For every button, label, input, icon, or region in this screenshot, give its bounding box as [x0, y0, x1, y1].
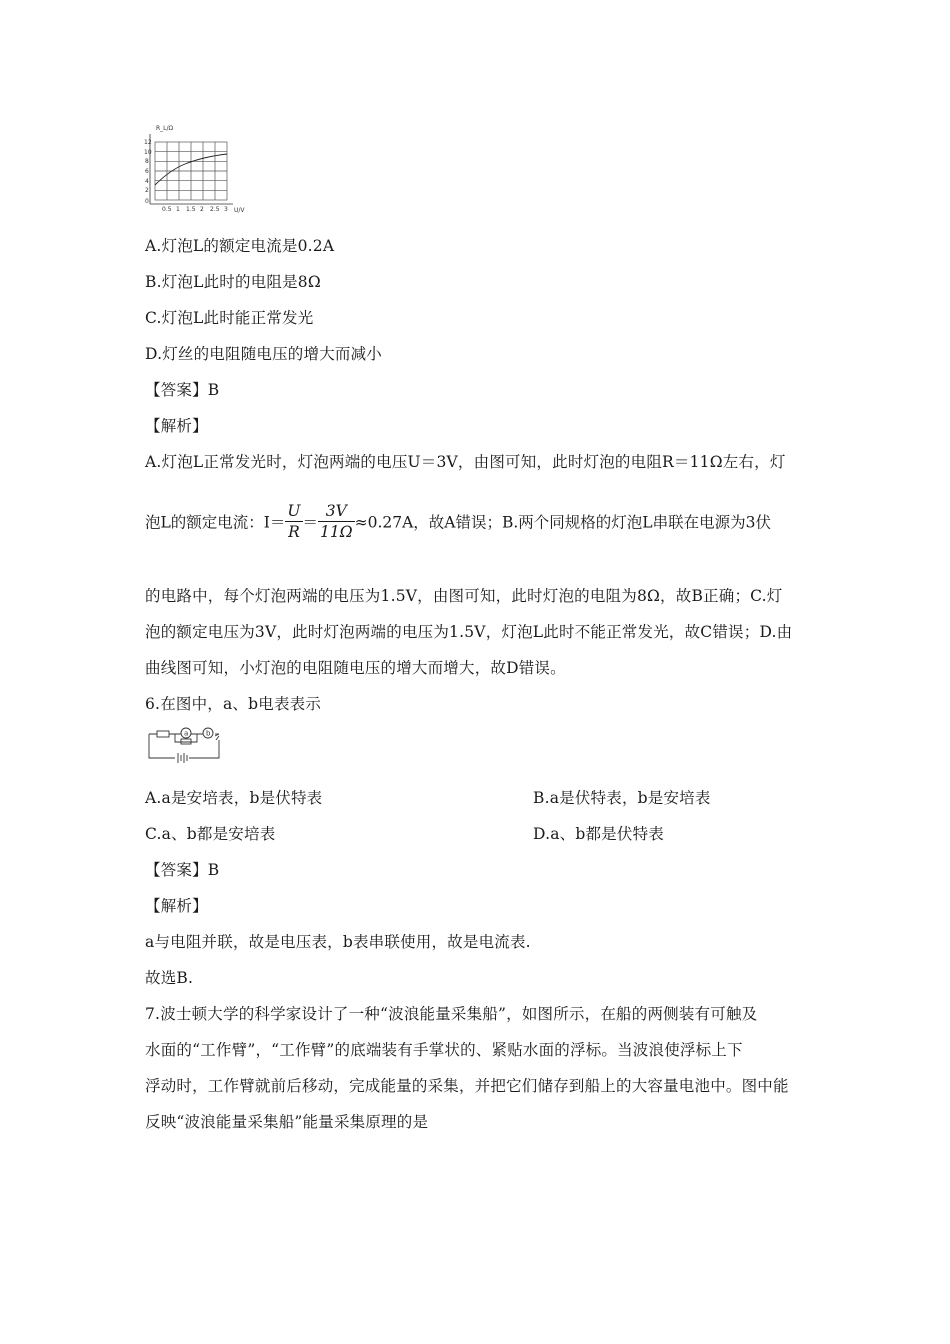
q6-analysis: a与电阻并联，故是电压表，b表串联使用，故是电流表. [145, 933, 531, 951]
equals-sign: ＝ [302, 513, 319, 532]
resistance-voltage-graph [140, 120, 252, 218]
q6-option-d: D.a、b都是伏特表 [533, 825, 664, 843]
q6-option-c: C.a、b都是安培表 [145, 825, 276, 843]
graph-y-tick: 6 [145, 168, 149, 175]
graph-y-tick: 10 [144, 149, 152, 156]
q5-option-a: A.灯泡L的额定电流是0.2A [145, 237, 335, 255]
q6-option-b: B.a是伏特表，b是安培表 [533, 789, 711, 807]
graph-y-tick: 12 [144, 139, 152, 146]
q5-analysis-line-1: A.灯泡L正常发光时，灯泡两端的电压U＝3V，由图可知，此时灯泡的电阻R＝11Ω左右，灯 [145, 453, 786, 471]
q5-analysis-line-2-post: ≈0.27A，故A错误；B.两个同规格的灯泡L串联在电源为3伏 [354, 513, 771, 532]
fraction-denominator: R [288, 523, 300, 541]
q6-answer: 【答案】B [145, 861, 220, 879]
q7-stem-line-1: 7.波士顿大学的科学家设计了一种“波浪能量采集船”，如图所示，在船的两侧装有可触及 [145, 1005, 758, 1023]
circuit-diagram [145, 722, 225, 768]
graph-x-tick: 1 [176, 206, 180, 213]
q6-analysis-label: 【解析】 [145, 897, 208, 915]
fraction-u-over-r [285, 501, 302, 542]
graph-x-label: U/V [234, 207, 245, 214]
graph-y-tick: 8 [145, 158, 149, 165]
q5-analysis-line-2-pre: 泡L的额定电流：I＝ [145, 513, 286, 532]
graph-y-tick: 2 [145, 187, 149, 194]
resistor-icon [157, 731, 169, 737]
q5-option-b: B.灯泡L此时的电阻是8Ω [145, 273, 321, 291]
fraction-denominator: 11Ω [320, 523, 353, 541]
switch-icon [215, 734, 219, 740]
q5-option-c: C.灯泡L此时能正常发光 [145, 309, 314, 327]
graph-x-tick: 2.5 [210, 206, 220, 213]
q5-analysis-line-3: 的电路中，每个灯泡两端的电压为1.5V，由图可知，此时灯泡的电阻为8Ω，故B正确；C.灯 [145, 587, 783, 605]
graph-y-label: R_L/Ω [156, 125, 174, 132]
q5-analysis-line-4: 泡的额定电压为3V，此时灯泡两端的电压为1.5V，灯泡L此时不能正常发光，故C错误；D.由 [145, 623, 793, 641]
graph-x-tick: 0.5 [162, 206, 172, 213]
q7-stem-line-3: 浮动时，工作臂就前后移动，完成能量的采集，并把它们储存到船上的大容量电池中。图中能 [145, 1077, 789, 1095]
battery-icon [178, 753, 187, 763]
resistor-icon [181, 739, 191, 744]
q5-option-d: D.灯丝的电阻随电压的增大而减小 [145, 345, 383, 363]
q7-stem-line-2: 水面的“工作臂”，“工作臂”的底端装有手掌状的、紧贴水面的浮标。当波浪使浮标上下 [145, 1041, 743, 1059]
meter-a-label: a [184, 729, 189, 738]
q6-stem: 6.在图中，a、b电表表示 [145, 695, 322, 713]
graph-grid [155, 142, 227, 200]
graph-y-tick: 0 [145, 198, 149, 205]
fraction-3v-over-11ohm [318, 501, 355, 542]
q5-analysis-label: 【解析】 [145, 417, 208, 435]
q5-answer: 【答案】B [145, 381, 220, 399]
q5-analysis-line-2 [145, 501, 771, 542]
fraction-numerator: U [287, 502, 301, 520]
q5-analysis-line-5: 曲线图可知，小灯泡的电阻随电压的增大而增大，故D错误。 [145, 659, 566, 677]
q6-conclusion: 故选B. [145, 969, 194, 987]
meter-b-label: b [206, 729, 211, 738]
fraction-numerator: 3V [318, 501, 355, 522]
graph-x-tick: 1.5 [186, 206, 196, 213]
q6-option-a: A.a是安培表，b是伏特表 [145, 789, 323, 807]
graph-y-tick: 4 [145, 178, 149, 185]
graph-x-tick: 3 [224, 206, 228, 213]
q7-stem-line-4: 反映“波浪能量采集船”能量采集原理的是 [145, 1113, 429, 1131]
graph-x-tick: 2 [200, 206, 204, 213]
